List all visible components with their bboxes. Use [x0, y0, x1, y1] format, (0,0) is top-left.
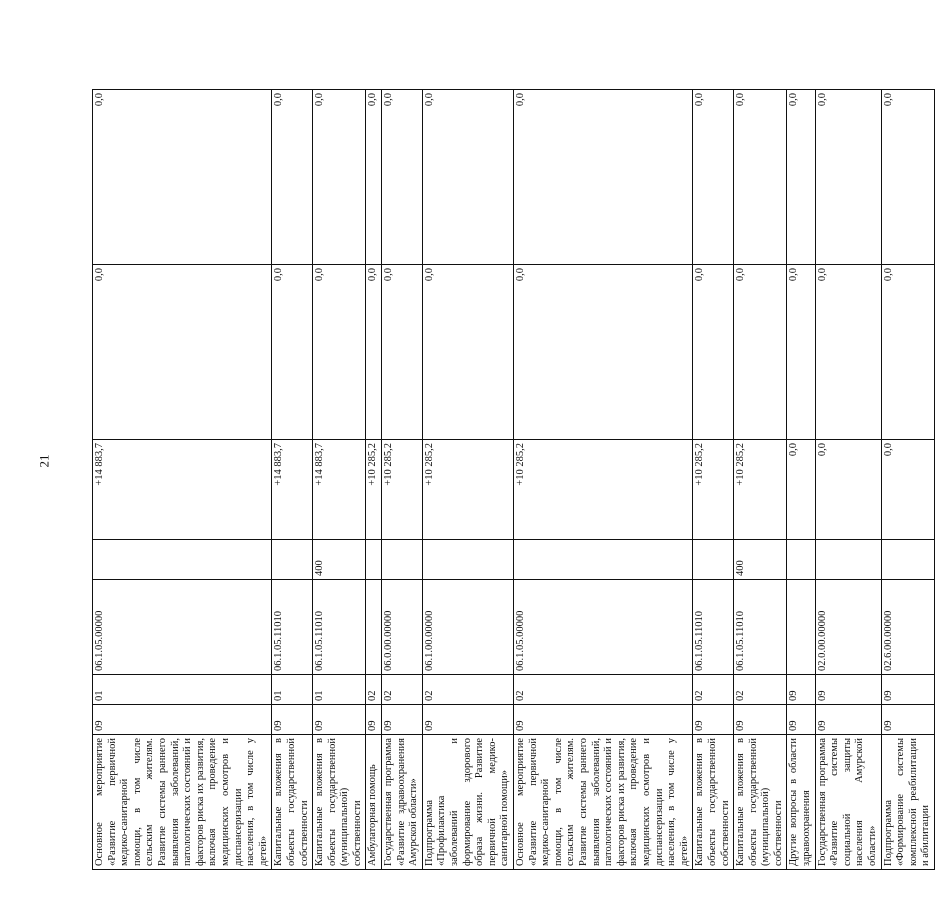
ved-code-cell: 09 [693, 705, 734, 735]
target-article-cell: 06.1.00.00000 [422, 580, 513, 675]
row-name-cell: Государственная программа «Развитие системы социальной защиты населения Амурской области» [815, 735, 881, 870]
ved-code-cell: 09 [382, 705, 423, 735]
row-name-cell: Амбулаторная помощь [366, 735, 382, 870]
row-name-cell: Государственная программа «Развитие здравоохранения Амурской области» [382, 735, 423, 870]
table-row [382, 90, 423, 870]
amount-year3-cell: 0,0 [881, 90, 934, 265]
target-article-cell: 06.1.05.11010 [313, 580, 366, 675]
table-row [93, 90, 272, 870]
section-code-cell: 09 [881, 675, 934, 705]
section-code-cell: 01 [272, 675, 313, 705]
table-row [313, 90, 366, 870]
amount-year3-cell: 0,0 [514, 90, 693, 265]
amount-year2-cell: 0,0 [93, 265, 272, 440]
table-row [815, 90, 881, 870]
section-code-cell: 09 [787, 675, 815, 705]
amount-year3-cell: 0,0 [787, 90, 815, 265]
amount-year2-cell: 0,0 [313, 265, 366, 440]
ved-code-cell: 09 [815, 705, 881, 735]
table-row [734, 90, 787, 870]
expense-type-cell [382, 540, 423, 580]
expense-type-cell [815, 540, 881, 580]
row-name-cell: Основное мероприятие «Развитие первичной медико-санитарной помощи, в том числе сельским жителям. Развитие системы раннего выявления заболеваний, патологических состояний и факторов риска их развития, включая проведение медицинских осмотров и диспансеризации населения, в том числе у детей» [93, 735, 272, 870]
target-article-cell: 06.1.05.11010 [734, 580, 787, 675]
row-name-cell: Подпрограмма «Профилактика заболеваний и формирование здорового образа жизни. Развитие первичной медико-санитарной помощи» [422, 735, 513, 870]
row-name-cell: Капитальные вложения в объекты государственной (муниципальной) собственности [734, 735, 787, 870]
amount-year2-cell: 0,0 [366, 265, 382, 440]
section-code-cell: 02 [422, 675, 513, 705]
row-name-cell: Основное мероприятие «Развитие первичной медико-санитарной помощи, в том числе сельским жителям. Развитие системы раннего выявления заболеваний, патологических состояний и факторов риска их развития, включая проведение медицинских осмотров и диспансеризации населения, в том числе у детей» [514, 735, 693, 870]
amount-year3-cell: 0,0 [422, 90, 513, 265]
amount-year3-cell: 0,0 [93, 90, 272, 265]
ved-code-cell: 09 [514, 705, 693, 735]
table-body [93, 90, 935, 870]
row-name-cell: Подпрограмма «Формирование системы комплексной реабилитации и абилитации [881, 735, 934, 870]
ved-code-cell: 09 [422, 705, 513, 735]
amount-year3-cell: 0,0 [313, 90, 366, 265]
amount-year3-cell: 0,0 [366, 90, 382, 265]
target-article-cell: 06.1.05.00000 [93, 580, 272, 675]
amount-change-cell: 0,0 [815, 440, 881, 540]
ved-code-cell: 09 [734, 705, 787, 735]
section-code-cell: 09 [815, 675, 881, 705]
amount-year2-cell: 0,0 [272, 265, 313, 440]
amount-year2-cell: 0,0 [382, 265, 423, 440]
amount-year3-cell: 0,0 [815, 90, 881, 265]
amount-change-cell: 0,0 [787, 440, 815, 540]
amount-change-cell: +10 285,2 [366, 440, 382, 540]
section-code-cell: 02 [693, 675, 734, 705]
amount-change-cell: +10 285,2 [734, 440, 787, 540]
page-number: 21 [36, 454, 52, 468]
amount-change-cell: +14 883,7 [272, 440, 313, 540]
section-code-cell: 02 [366, 675, 382, 705]
ved-code-cell: 09 [881, 705, 934, 735]
table-row [881, 90, 934, 870]
amount-year3-cell: 0,0 [734, 90, 787, 265]
rotated-page [92, 90, 932, 870]
section-code-cell: 01 [313, 675, 366, 705]
row-name-cell: Другие вопросы в области здравоохранения [787, 735, 815, 870]
amount-year2-cell: 0,0 [693, 265, 734, 440]
amount-year2-cell: 0,0 [881, 265, 934, 440]
amount-change-cell: +14 883,7 [93, 440, 272, 540]
amount-year3-cell: 0,0 [382, 90, 423, 265]
expense-type-cell [881, 540, 934, 580]
table-row [693, 90, 734, 870]
expense-type-cell [366, 540, 382, 580]
budget-table [92, 89, 935, 870]
target-article-cell: 02.0.00.00000 [815, 580, 881, 675]
ved-code-cell: 09 [93, 705, 272, 735]
expense-type-cell [422, 540, 513, 580]
ved-code-cell: 09 [272, 705, 313, 735]
target-article-cell [787, 580, 815, 675]
amount-year2-cell: 0,0 [734, 265, 787, 440]
target-article-cell [366, 580, 382, 675]
target-article-cell: 06.0.00.00000 [382, 580, 423, 675]
amount-year2-cell: 0,0 [422, 265, 513, 440]
amount-change-cell: +10 285,2 [693, 440, 734, 540]
table-row [787, 90, 815, 870]
amount-change-cell: 0,0 [881, 440, 934, 540]
ved-code-cell: 09 [313, 705, 366, 735]
expense-type-cell [514, 540, 693, 580]
expense-type-cell: 400 [734, 540, 787, 580]
ved-code-cell: 09 [366, 705, 382, 735]
amount-change-cell: +14 883,7 [313, 440, 366, 540]
section-code-cell: 02 [514, 675, 693, 705]
ved-code-cell: 09 [787, 705, 815, 735]
table-row [366, 90, 382, 870]
expense-type-cell [272, 540, 313, 580]
expense-type-cell [693, 540, 734, 580]
amount-year2-cell: 0,0 [815, 265, 881, 440]
target-article-cell: 06.1.05.11010 [693, 580, 734, 675]
amount-year2-cell: 0,0 [787, 265, 815, 440]
target-article-cell: 02.6.00.00000 [881, 580, 934, 675]
amount-change-cell: +10 285,2 [514, 440, 693, 540]
row-name-cell: Капитальные вложения в объекты государственной собственности [272, 735, 313, 870]
row-name-cell: Капитальные вложения в объекты государственной собственности [693, 735, 734, 870]
section-code-cell: 01 [93, 675, 272, 705]
expense-type-cell: 400 [313, 540, 366, 580]
section-code-cell: 02 [734, 675, 787, 705]
target-article-cell: 06.1.05.11010 [272, 580, 313, 675]
row-name-cell: Капитальные вложения в объекты государственной (муниципальной) собственности [313, 735, 366, 870]
expense-type-cell [93, 540, 272, 580]
expense-type-cell [787, 540, 815, 580]
section-code-cell: 02 [382, 675, 423, 705]
table-row [272, 90, 313, 870]
amount-change-cell: +10 285,2 [382, 440, 423, 540]
amount-change-cell: +10 285,2 [422, 440, 513, 540]
amount-year3-cell: 0,0 [272, 90, 313, 265]
table-row [514, 90, 693, 870]
table-row [422, 90, 513, 870]
target-article-cell: 06.1.05.00000 [514, 580, 693, 675]
amount-year3-cell: 0,0 [693, 90, 734, 265]
amount-year2-cell: 0,0 [514, 265, 693, 440]
